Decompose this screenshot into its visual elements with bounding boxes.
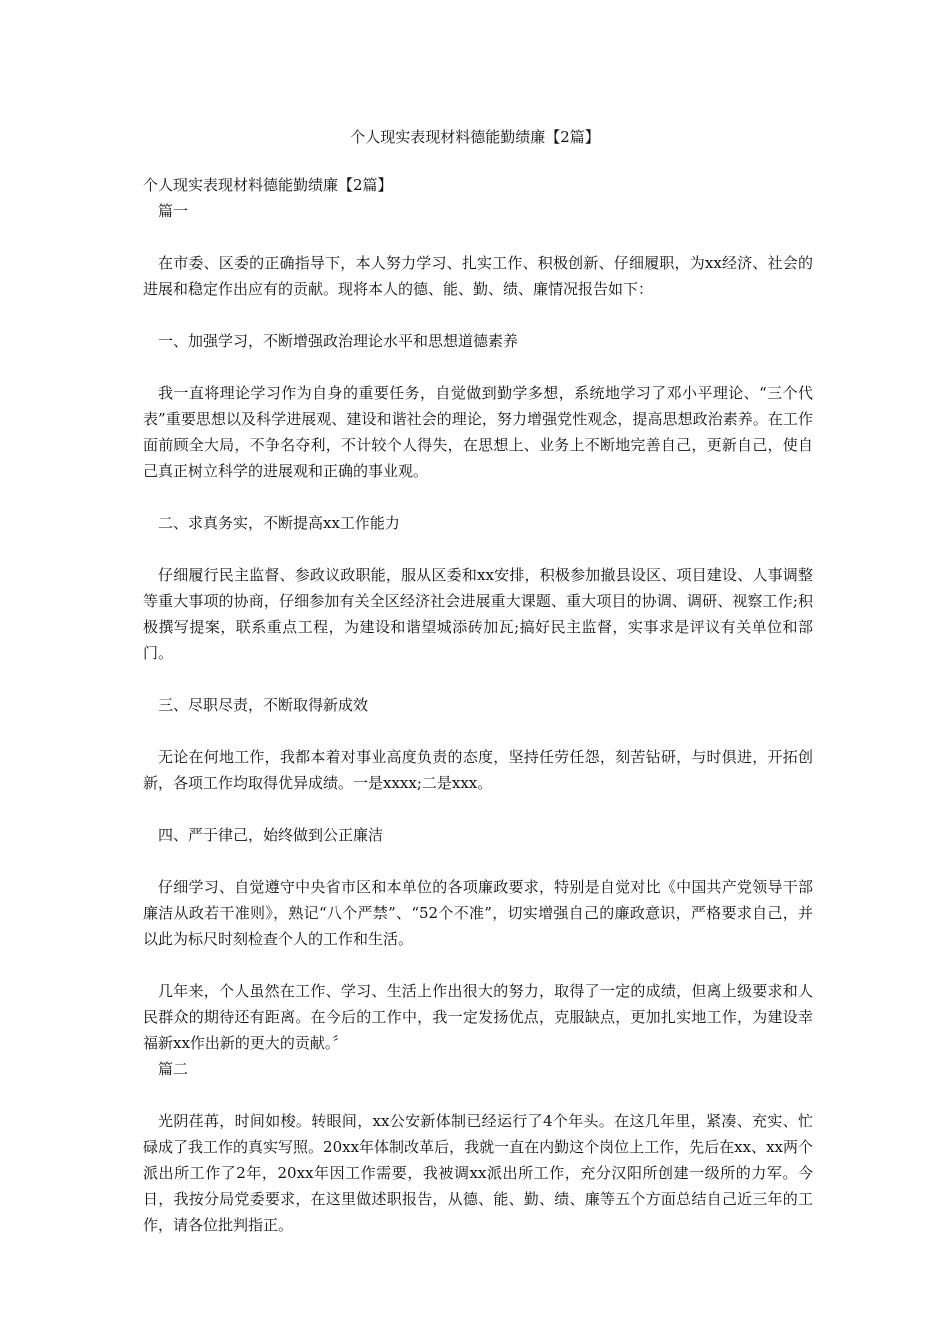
section-heading-2: 二、求真务实，不断提高xx工作能力: [158, 514, 400, 532]
document-title: 个人现实表现材料德能勤绩廉【2篇】: [350, 128, 600, 146]
section-body-2: 仔细履行民主监督、参政议政职能，服从区委和xx安排，积极参加撤县设区、项目建设、人事调整等重大事项的协商，仔细参加有关全区经济社会进展重大课题、重大项目的协调、调研、视察工作;积极撰写提案，联系重点工程，为建设和谐望城添砖加瓦;搞好民主监督，实事求是评议有关单位和部门。: [143, 566, 813, 662]
section-body-3: 无论在何地工作，我都本着对事业高度负责的态度，坚持任劳任怨，刻苦钻研，与时俱进，开拓创新，各项工作均取得优异成绩。一是xxxx;二是xxx。: [143, 748, 813, 792]
section-heading-3: 三、尽职尽责，不断取得新成效: [158, 696, 369, 714]
section-body-4: 仔细学习、自觉遵守中央省市区和本单位的各项廉政要求，特别是自觉对比《中国共产党领导干部廉洁从政若干准则》，熟记“八个严禁”、“52个不准”，切实增强自己的廉政意识，严格要求自己，并以此为标尺时刻检查个人的工作和生活。: [143, 878, 813, 948]
section-heading-1: 一、加强学习，不断增强政治理论水平和思想道德素养: [158, 332, 519, 350]
part-one-intro: 在市委、区委的正确指导下，本人努力学习、扎实工作、积极创新、仔细履职，为xx经济、社会的进展和稳定作出应有的贡献。现将本人的德、能、勤、绩、廉情况报告如下：: [143, 254, 813, 298]
document-body: [143, 172, 813, 1238]
part-one-closing: 几年来，个人虽然在工作、学习、生活上作出很大的努力，取得了一定的成绩，但离上级要求和人民群众的期待还有距离。在今后的工作中，我一定发扬优点，克服缺点，更加扎实地工作，为建设幸福新xx作出新的更大的贡献。〞: [143, 982, 813, 1052]
part-two-label: 篇二: [158, 1060, 189, 1078]
section-heading-4: 四、严于律己，始终做到公正廉洁: [158, 826, 384, 844]
part-two-intro: 光阴荏苒，时间如梭。转眼间，xx公安新体制已经运行了4个年头。在这几年里，紧凑、充实、忙碌成了我工作的真实写照。20xx年体制改革后，我就一直在内勤这个岗位上工作，先后在xx、xx两个派出所工作了2年，20xx年因工作需要，我被调xx派出所工作，充分汉阳所创建一级所的力军。今日，我按分局党委要求，在这里做述职报告，从德、能、勤、绩、廉等五个方面总结自己近三年的工作，请各位批判指正。: [143, 1112, 813, 1234]
part-one-label: 篇一: [158, 202, 189, 220]
document-subtitle: 个人现实表现材料德能勤绩廉【2篇】: [143, 176, 393, 194]
section-body-1: 我一直将理论学习作为自身的重要任务，自觉做到勤学多想，系统地学习了邓小平理论、“三个代表”重要思想以及科学进展观、建设和谐社会的理论，努力增强党性观念，提高思想政治素养。在工作面前顾全大局，不争名夺利，不计较个人得失，在思想上、业务上不断地完善自己，更新自己，使自己真正树立科学的进展观和正确的事业观。: [143, 384, 813, 480]
